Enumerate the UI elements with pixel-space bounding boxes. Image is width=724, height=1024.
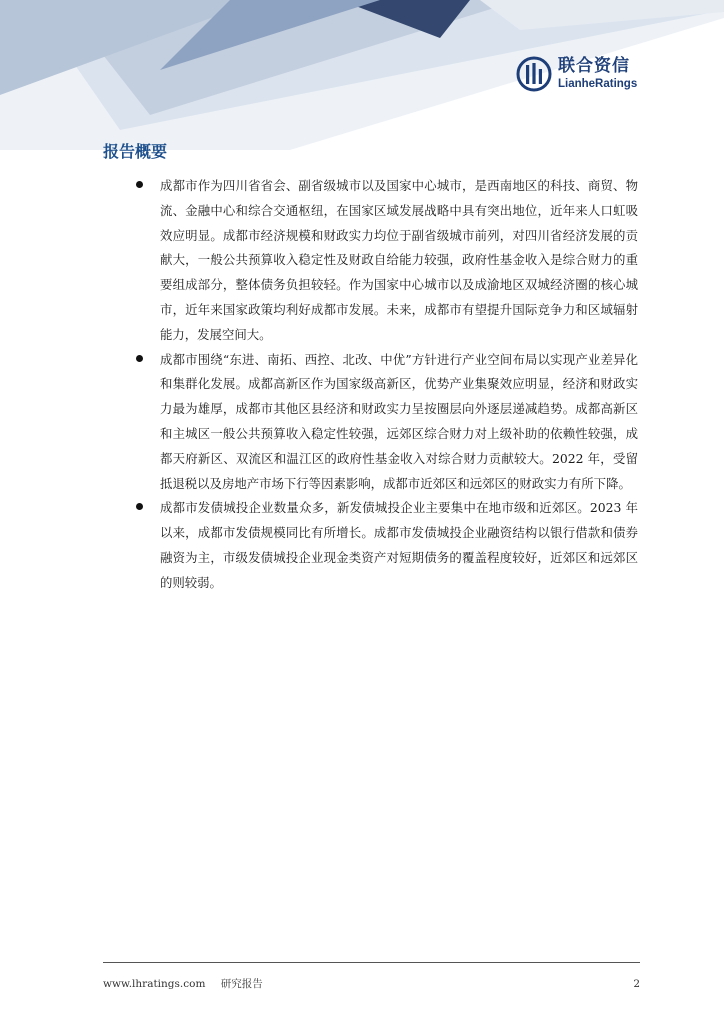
logo-chinese-name: 联合资信 (558, 55, 630, 76)
page-footer (103, 976, 640, 991)
footer-doc-type: 研究报告 (220, 978, 263, 990)
bullet-icon (136, 181, 143, 188)
lianhe-ratings-logo (516, 54, 637, 94)
bullet-icon (136, 503, 143, 510)
page-number: 2 (633, 977, 640, 990)
summary-text: 成都市作为四川省省会、副省级城市以及国家中心城市，是西南地区的科技、商贸、物流、金融中心和综合交通枢纽，在国家区域发展战略中具有突出地位，近年来人口虹吸效应明显。成都市经济规模和财政实力均位于副省级城市前列，对四川省经济发展的贡献大，一般公共预算收入稳定性及财政自给能力较强，政府性基金收入是综合财力的重要组成部分，整体债务负担较轻。作为国家中心城市以及成渝地区双城经济圈的核心城市，近年来国家政策均利好成都市发展。未来，成都市有望提升国际竞争力和区域辐射能力，发展空间大。 (160, 178, 638, 342)
section-title: 报告概要 (103, 142, 168, 161)
summary-text: 成都市发债城投企业数量众多，新发债城投企业主要集中在地市级和近郊区。2023 年以来，成都市发债规模同比有所增长。成都市发债城投企业融资结构以银行借款和债券融资为主，市级发债城投企业现金类资产对短期债务的覆盖程度较好，近郊区和远郊区的则较弱。 (160, 500, 638, 590)
lianhe-logo-icon (516, 56, 552, 92)
footer-website-link[interactable]: www.lhratings.com (103, 978, 206, 990)
footer-divider (103, 962, 640, 963)
summary-text: 成都市围绕“东进、南拓、西控、北改、中优”方针进行产业空间布局以实现产业差异化和集群化发展。成都高新区作为国家级高新区，优势产业集聚效应明显，经济和财政实力最为雄厚，成都市其他区县经济和财政实力呈按圈层向外逐层递减趋势。成都高新区和主城区一般公共预算收入稳定性较强，远郊区综合财力对上级补助的依赖性较强，成都天府新区、双流区和温江区的政府性基金收入对综合财力贡献较大。2022 年，受留抵退税以及房地产市场下行等因素影响，成都市近郊区和远郊区的财政实力有所下降。 (160, 351, 638, 491)
logo-english-name: LianheRatings (558, 77, 638, 90)
summary-item (0, 174, 724, 348)
summary-list (0, 174, 724, 596)
summary-item (0, 348, 724, 497)
summary-item (0, 496, 724, 595)
bullet-icon (136, 355, 143, 362)
